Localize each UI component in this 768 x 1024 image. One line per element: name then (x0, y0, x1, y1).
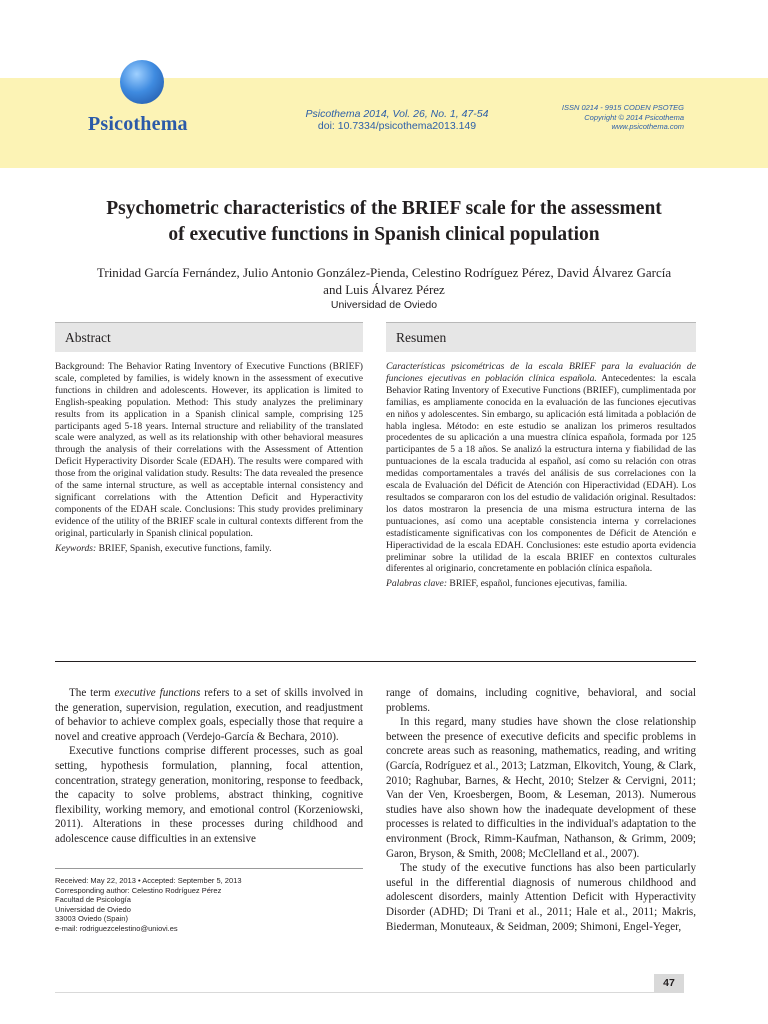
resumen-heading: Resumen (386, 322, 696, 352)
resumen-content: Antecedentes: la escala Behavior Rating Inventory of Executive Functions (BRIEF), cumplimentada por familias, es ampliamente conocida en la evaluación de las funciones ejecutivas en niños y adolescentes. Sin embargo, su aplicación está limitada a población de habla inglesa. Método: en este estudio se analizan los primeros resultados procedentes de su aplicación a una muestra clínica española, formada por 125 participantes de 5 a 18 años. Se analizó la estructura interna y fiabilidad de las puntuaciones de la escala traducida al español, así como su relación con otras medidas comportamentales a través del análisis de sus correlaciones con la escala de Evaluación del Déficit de Atención con Hiperactividad (EDAH). Los resultados se compararon con los del estudio de validación original. Resultados: los datos mostraron la presencia de una misma estructura interna de las puntuaciones, así como una aceptable consistencia interna y correlaciones estadísticamente significativas con los componentes de Déficit de Atención e Hiperactividad de la escala EDAH. Conclusiones: este estudio aporta evidencia preliminar sobre la utilidad de la escala BRIEF en contextos culturales diferentes al originario, concretamente en población clínica española. (386, 372, 696, 575)
abstract-body (55, 361, 363, 555)
body-paragraph (55, 686, 363, 744)
doi: doi: 10.7334/psicothema2013.149 (317, 120, 477, 132)
abstract-text: Background: The Behavior Rating Inventory of Executive Functions (BRIEF) scale, completed by families, is widely known in the assessment of executive functions in children and adolescents. However, its application is limited to English-speaking population. Method: This study analyzes the preliminary results from its application in a Spanish clinical sample, comprising 125 participants aged 5-18 years. Internal structure and reliability of the translated scale were analyzed, as well as its relationship with other behavioral measures through the analysis of their correlations with the Assessment of Attention Deficit Hyperactivity Disorder Scale (EDAH). The results were compared with those from the original validation study. Results: The data revealed the presence of the same internal structure, as well as acceptable internal consistency and significant correlations with the Attention Deficit and Hyperactivity components of the EDAH scale. Conclusions: This study provides preliminary evidence of the utility of the BRIEF scale in cultural contexts different from the original, particularly in Spanish clinical population. (55, 361, 363, 539)
term-italic: executive functions (114, 687, 201, 699)
journal-rights (562, 103, 684, 132)
body-paragraph: The study of the executive functions has also been particularly useful in the differential diagnosis of numerous childhood and adolescent disorders, mainly Attention Deficit with Hyperactivity Disorder (ADHD; Di Trani et al., 2011; Hale et al., 2011; Makris, Biederman, Monuteaux, & Seidman, 2009; Shimoni, Engel-Yeger, (386, 862, 696, 933)
footer-rule (55, 992, 684, 993)
text-run: refers to a set of skills involved in the generation, supervision, regulation, execution, and readjustment of behavior to achieve complex goals, especially those that require a novel and creative approach (Verdejo-García & Bechara, 2010). (55, 687, 363, 743)
city: 33003 Oviedo (Spain) (55, 914, 128, 923)
resumen-text (386, 361, 696, 575)
resumen-title: Características psicométricas de la escala BRIEF para la evaluación de funciones ejecutivas en población clínica española. (386, 361, 696, 384)
title-line-1: Psychometric characteristics of the BRIEF scale for the assessment (106, 198, 662, 219)
palabras-clave-value: BRIEF, español, funciones ejecutivas, familia. (449, 578, 628, 590)
authors-line-2: and Luis Álvarez Pérez (323, 282, 445, 297)
received-dates: Received: May 22, 2013 • Accepted: September 5, 2013 (55, 876, 242, 885)
copyright: Copyright © 2014 Psicothema (584, 112, 684, 122)
correspondence-footnote (55, 876, 363, 933)
footnote-rule (55, 868, 363, 869)
body-column-left (55, 686, 363, 847)
text-run: The term (69, 687, 115, 699)
authors (50, 264, 718, 298)
palabras-clave-label: Palabras clave: (386, 578, 448, 590)
resumen-body (386, 361, 696, 590)
journal-logo-text: Psicothema (88, 113, 188, 135)
university: Universidad de Oviedo (55, 904, 131, 914)
abstract-heading: Abstract (55, 322, 363, 352)
website: www.psicothema.com (611, 122, 684, 131)
authors-line-1: Trinidad García Fernández, Julio Antonio González-Pienda, Celestino Rodríguez Pérez, David Álvarez García (96, 265, 672, 280)
issn: ISSN 0214 - 9915 CODEN PSOTEG (561, 103, 684, 112)
keywords-value: BRIEF, Spanish, executive functions, family. (98, 542, 272, 554)
page-number: 47 (654, 974, 684, 992)
citation-line: Psicothema 2014, Vol. 26, No. 1, 47-54 (305, 108, 489, 120)
resumen-keywords (386, 578, 696, 590)
faculty: Facultad de Psicología (55, 895, 131, 904)
corresponding-author: Corresponding author: Celestino Rodríguez Pérez (55, 885, 222, 895)
abstract-keywords (55, 543, 363, 555)
article-title (60, 196, 708, 248)
affiliation: Universidad de Oviedo (330, 299, 438, 311)
body-column-right (386, 686, 696, 934)
title-line-2: of executive functions in Spanish clinical population (168, 224, 600, 245)
body-paragraph: Executive functions comprise different processes, such as goal setting, hypothesis formulation, planning, focal attention, concentration, strategy generation, monitoring, response to feedback, the capacity to solve problems, abstract thinking, cognitive flexibility, working memory, and emotional control (Korzeniowski, 2011). Alterations in these processes during childhood and adolescence cause difficulties in an extensive (55, 745, 363, 845)
email: e-mail: rodriguezcelestino@uniovi.es (55, 923, 178, 933)
psicothema-logo-icon (120, 60, 164, 104)
body-paragraph: In this regard, many studies have shown the close relationship between the presence of executive deficits and specific problems in concrete areas such as reasoning, mathematics, reading, and writing (García, Rodríguez et al., 2013; Latzman, Elkovitch, Young, & Clark, 2010; Raghubar, Barnes, & Hecht, 2010; Stelzer & Cervigni, 2011; Van der Ven, Kroesbergen, Boom, & Leseman, 2013). Numerous studies have also shown how the inadequate development of these processes is related to difficulties in the individual's adaptation to the environment (Brock, Rimm-Kaufman, Nathanson, & Grimm, 2009; Garon, Bryson, & Smith, 2008; McClelland et al., 2007). (386, 716, 696, 860)
keywords-label: Keywords: (55, 542, 97, 554)
body-paragraph: range of domains, including cognitive, behavioral, and social problems. (386, 687, 696, 714)
journal-citation (292, 108, 502, 132)
section-divider (55, 661, 696, 662)
